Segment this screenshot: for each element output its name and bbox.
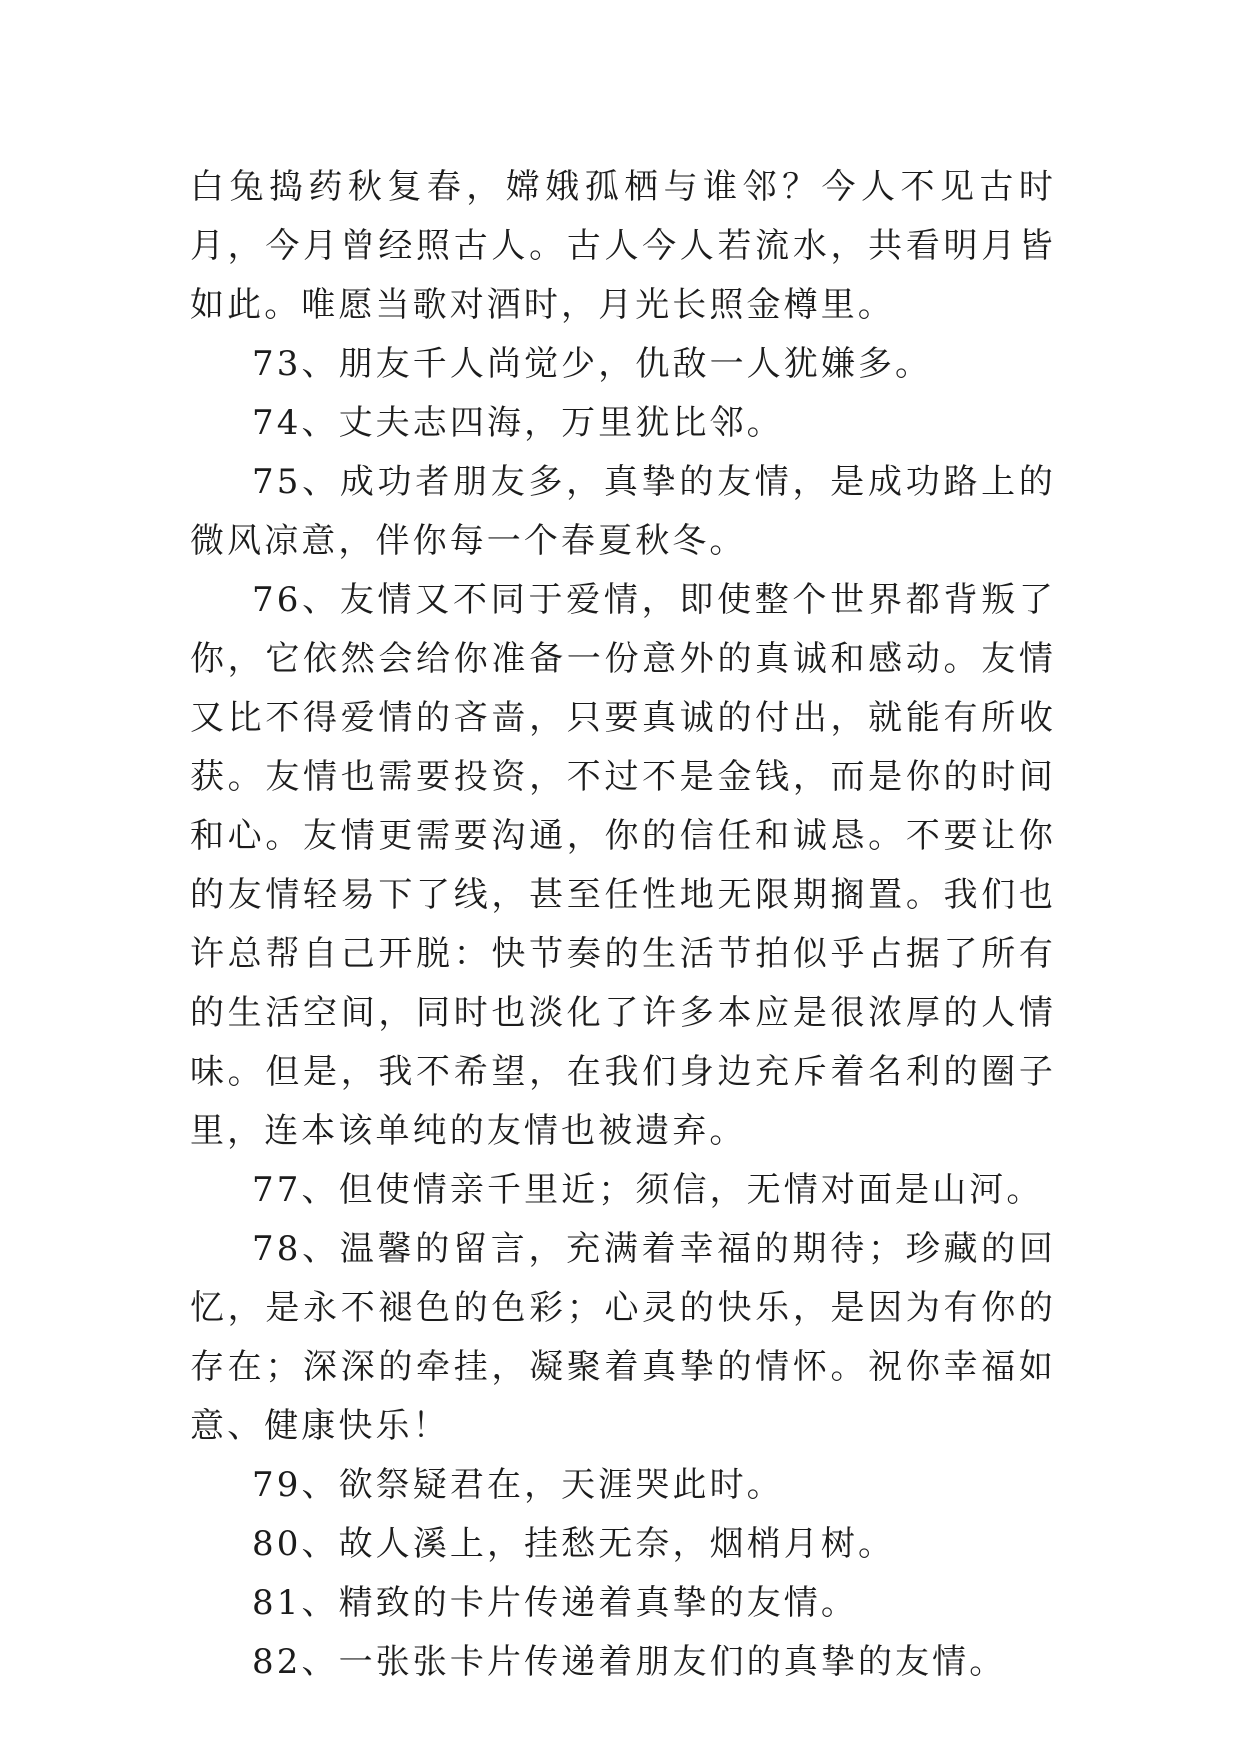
paragraph-item-73: 73、朋友千人尚觉少，仇敌一人犹嫌多。 bbox=[252, 344, 933, 384]
paragraph-item-75: 75、成功者朋友多，真挚的友情，是成功路上的微风凉意，伴你每一个春夏秋冬。 bbox=[190, 462, 1056, 561]
paragraph-item-77: 77、但使情亲千里近；须信，无情对面是山河。 bbox=[252, 1170, 1044, 1210]
paragraph-item-79: 79、欲祭疑君在，天涯哭此时。 bbox=[252, 1465, 784, 1505]
document-body bbox=[190, 158, 1056, 1692]
paragraph-item-82: 82、一张张卡片传递着朋友们的真挚的友情。 bbox=[252, 1642, 1007, 1682]
paragraph-item-76: 76、友情又不同于爱情，即使整个世界都背叛了你，它依然会给你准备一份意外的真诚和感动。友情又比不得爱情的吝啬，只要真诚的付出，就能有所收获。友情也需要投资，不过不是金钱，而是你的时间和心。友情更需要沟通，你的信任和诚恳。不要让你的友情轻易下了线，甚至任性地无限期搁置。我们也许总帮自己开脱：快节奏的生活节拍似乎占据了所有的生活空间，同时也淡化了许多本应是很浓厚的人情味。但是，我不希望，在我们身边充斥着名利的圈子里，连本该单纯的友情也被遗弃。 bbox=[190, 580, 1056, 1151]
paragraph-item-81: 81、精致的卡片传递着真挚的友情。 bbox=[252, 1583, 858, 1623]
paragraph-item-74: 74、丈夫志四海，万里犹比邻。 bbox=[252, 403, 784, 443]
paragraph-item-78: 78、温馨的留言，充满着幸福的期待；珍藏的回忆，是永不褪色的色彩；心灵的快乐，是因为有你的存在；深深的牵挂，凝聚着真挚的情怀。祝你幸福如意、健康快乐！ bbox=[190, 1229, 1056, 1446]
paragraph-continuation: 白兔捣药秋复春，嫦娥孤栖与谁邻？今人不见古时月，今月曾经照古人。古人今人若流水，共看明月皆如此。唯愿当歌对酒时，月光长照金樽里。 bbox=[190, 167, 1056, 325]
paragraph-item-80: 80、故人溪上，挂愁无奈，烟梢月树。 bbox=[252, 1524, 896, 1564]
